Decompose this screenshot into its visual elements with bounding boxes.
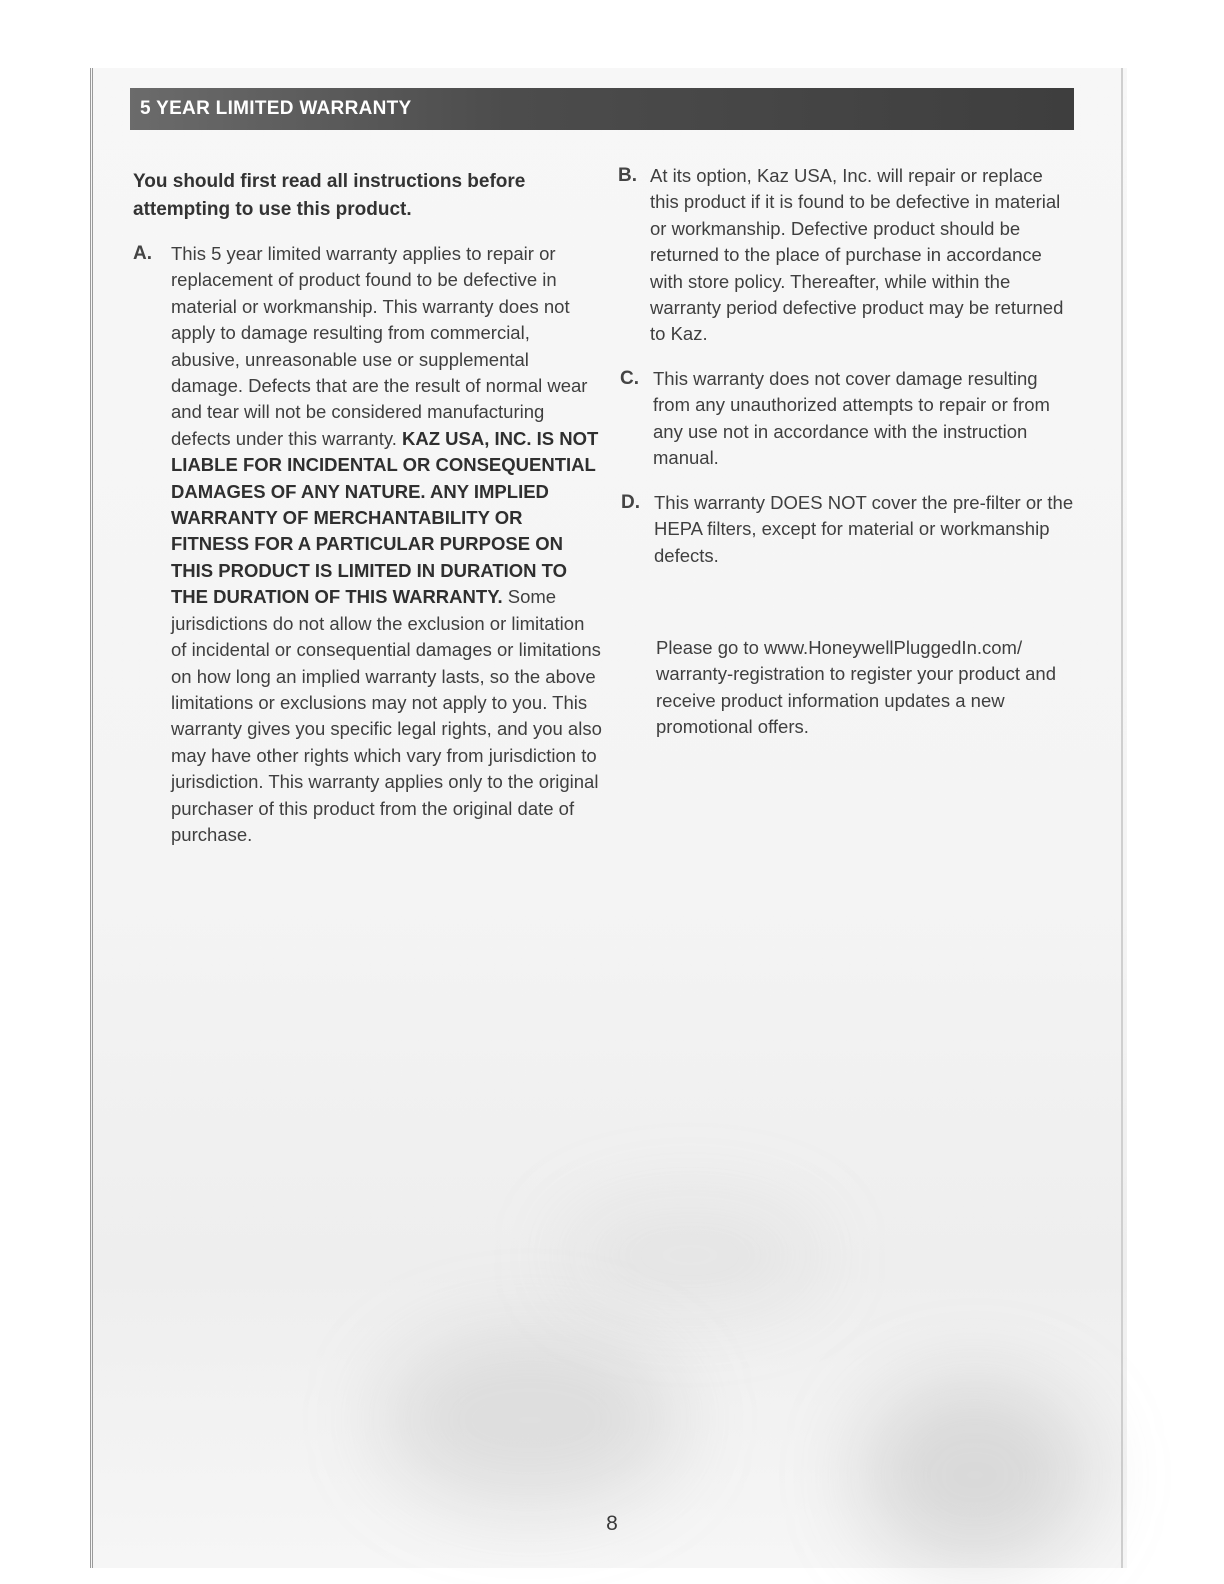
clause-letter: B.	[618, 165, 637, 186]
clause-letter: A.	[133, 243, 152, 264]
section-header	[130, 88, 1074, 130]
page-edge	[1121, 68, 1123, 1568]
clause-text: This warranty does not cover damage resulting from any unauthorized attempts to repair or from any use not in accordance with the instruction manual.	[653, 368, 1050, 469]
clause-text-lead: This 5 year limited warranty applies to repair or replacement of product found to be defective in material or workmanship. This warranty does not apply to damage resulting from commercial, abusive, unreasonable use or supplemental damage. Defects that are the result of normal wear and tear will not be considered manufacturing defects under this warranty.	[171, 243, 588, 449]
intro-note: You should first read all instructions before attempting to use this product.	[133, 171, 526, 220]
clause-letter: C.	[620, 368, 639, 389]
page-number: 8	[606, 1512, 618, 1535]
clause-letter: D.	[621, 492, 640, 513]
clause-text-disclaimer: KAZ USA, INC. IS NOT LIABLE FOR INCIDENTAL OR CONSEQUENTIAL DAMAGES OF ANY NATURE. ANY IMPLIED WARRANTY OF MERCHANTABILITY OR FITNESS FOR A PARTICULAR PURPOSE ON THIS PRODUCT IS LIMITED IN DURATION TO THE DURATION OF THIS WARRANTY.	[171, 427, 599, 608]
clause-text: This warranty DOES NOT cover the pre-filter or the HEPA filters, except for material or workmanship defects.	[654, 492, 1074, 566]
registration-note: Please go to www.HoneywellPluggedIn.com/ warranty-registration to register your product and receive product information updates a new promotional offers.	[656, 637, 1056, 738]
clause-text	[171, 241, 603, 848]
clause-text: At its option, Kaz USA, Inc. will repair or replace this product if it is found to be defective in material or workmanship. Defective product should be returned to the place of purchase in accordance with store policy. Thereafter, while within the warranty period defective product may be returned to Kaz.	[650, 165, 1064, 345]
clause-text-tail: Some jurisdictions do not allow the exclusion or limitation of incidental or consequential damages or limitations on how long an implied warranty lasts, so the above limitations or exclusions may not apply to you. This warranty gives you specific legal rights, and you also may have other rights which vary from jurisdiction to jurisdiction. This warranty applies only to the original purchaser of this product from the original date of purchase.	[171, 586, 602, 845]
section-title: 5 YEAR LIMITED WARRANTY	[140, 98, 412, 119]
